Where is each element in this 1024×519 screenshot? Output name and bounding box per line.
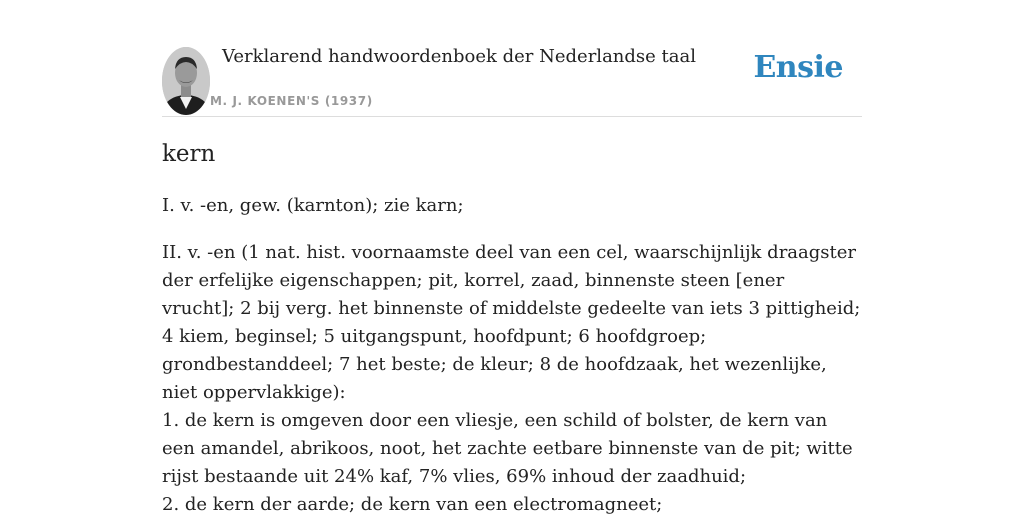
page-content — [162, 0, 862, 515]
entry-title: kern — [162, 141, 216, 167]
ensie-logo[interactable]: Ensie — [753, 50, 843, 85]
example-item: 1. de kern is omgeven door een vliesje, een schild of bolster, de kern van een amandel, abrikoos, noot, het zachte eetbare binnenste van de pit; witte rijst bestaande uit 24% kaf, 7% vlies, 69% inhoud der zaadhuid; — [162, 410, 853, 487]
examples-block — [162, 407, 862, 519]
author-credit: M. J. KOENEN'S (1937) — [210, 94, 373, 108]
example-item: 2. de kern der aarde; de kern van een electromagneet; — [162, 494, 663, 515]
sense-two: II. v. -en (1 nat. hist. voornaamste deel van een cel, waarschijnlijk draagster der erfelijke eigenschappen; pit, korrel, zaad, binnenste steen [ener vrucht]; 2 bij verg. het binnenste of middelste gedeelte van iets 3 pittigheid; 4 kiem, beginsel; 5 uitgangspunt, hoofdpunt; 6 hoofdgroep; grondbestanddeel; 7 het beste; de kleur; 8 de hoofdzaak, het wezenlijke, niet oppervlakkige): — [162, 242, 861, 403]
author-portrait — [162, 47, 210, 115]
book-title: Verklarend handwoordenboek der Nederlandse taal — [222, 46, 696, 67]
site-header — [162, 0, 862, 117]
sense-one: I. v. -en, gew. (karnton); zie karn; — [162, 195, 464, 216]
